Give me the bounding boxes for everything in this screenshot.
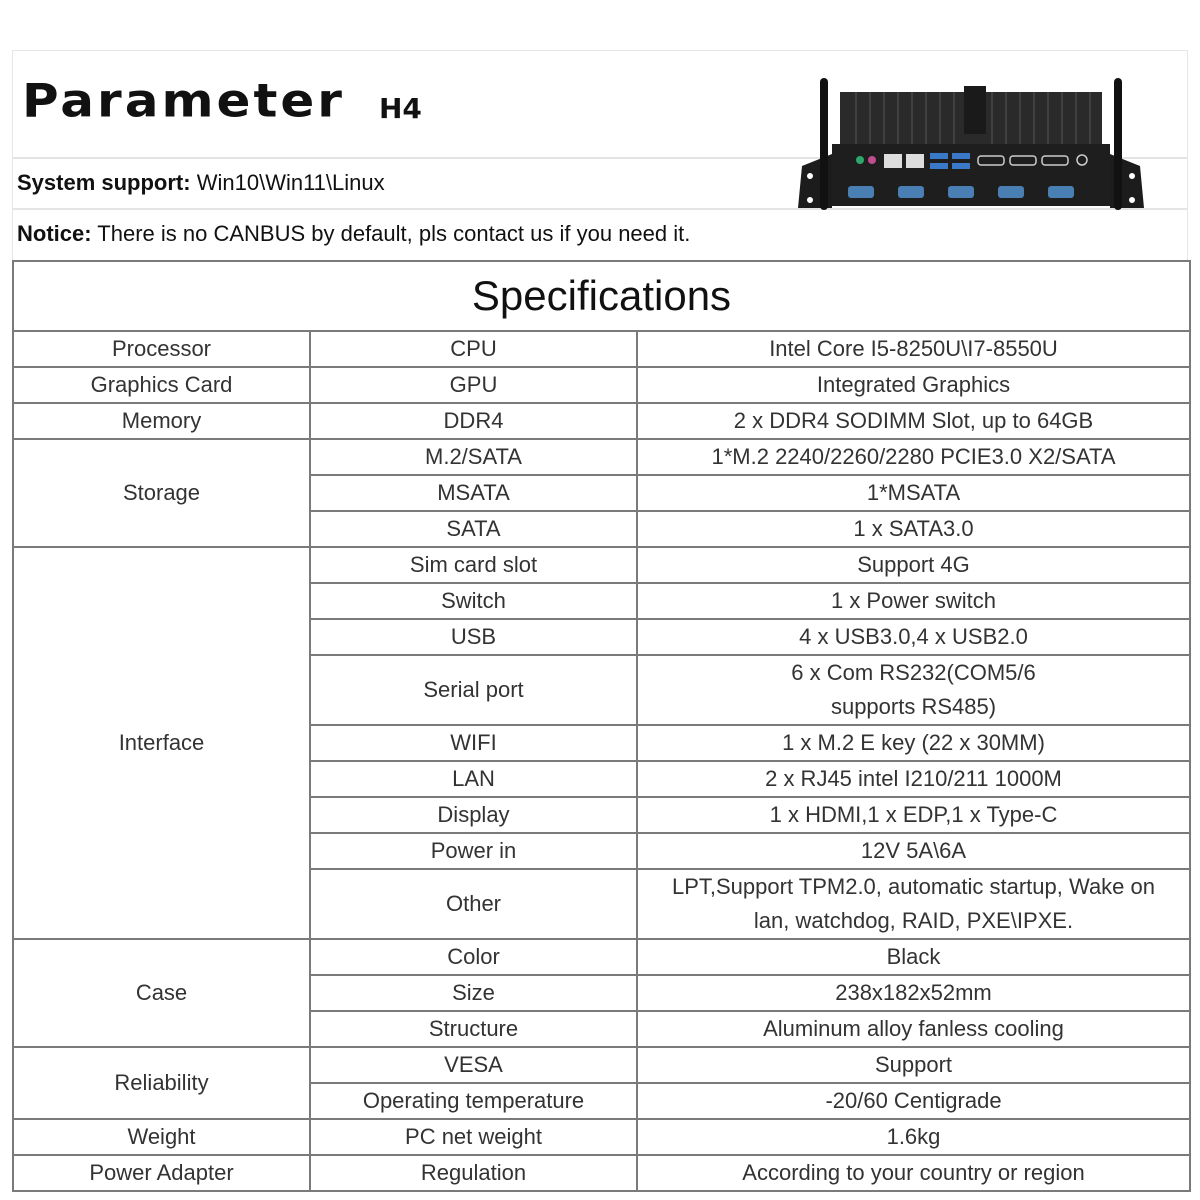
item-cell: WIFI: [310, 725, 637, 761]
value-cell: 1.6kg: [637, 1119, 1190, 1155]
specifications-table: [12, 260, 1191, 1192]
value-cell: Intel Core I5-8250U\I7-8550U: [637, 331, 1190, 367]
table-row: [13, 439, 1190, 475]
model-name: H4: [378, 92, 422, 125]
category-cell: Case: [13, 939, 310, 1047]
value-cell: [637, 655, 1190, 725]
table-title-row: [13, 261, 1190, 331]
value-cell: 2 x DDR4 SODIMM Slot, up to 64GB: [637, 403, 1190, 439]
notice-label: Notice:: [17, 221, 92, 246]
value-line: lan, watchdog, RAID, PXE\IPXE.: [753, 908, 1074, 933]
item-cell: LAN: [310, 761, 637, 797]
table-row: [13, 1047, 1190, 1083]
item-cell: CPU: [310, 331, 637, 367]
category-cell: Processor: [13, 331, 310, 367]
item-cell: DDR4: [310, 403, 637, 439]
table-row: [13, 1155, 1190, 1191]
item-cell: Structure: [310, 1011, 637, 1047]
item-cell: Color: [310, 939, 637, 975]
notice-value: There is no CANBUS by default, pls contact us if you need it.: [97, 221, 691, 246]
value-cell: 1*M.2 2240/2260/2280 PCIE3.0 X2/SATA: [637, 439, 1190, 475]
item-cell: PC net weight: [310, 1119, 637, 1155]
category-cell: Power Adapter: [13, 1155, 310, 1191]
item-cell: Other: [310, 869, 637, 939]
value-cell: Aluminum alloy fanless cooling: [637, 1011, 1190, 1047]
item-cell: Display: [310, 797, 637, 833]
item-cell: VESA: [310, 1047, 637, 1083]
value-cell: 2 x RJ45 intel I210/211 1000M: [637, 761, 1190, 797]
value-line: LPT,Support TPM2.0, automatic startup, Wake on: [671, 874, 1155, 899]
item-cell: GPU: [310, 367, 637, 403]
value-line: 6 x Com RS232(COM5/6: [791, 660, 1036, 685]
system-support-label: System support:: [17, 170, 191, 195]
value-cell: 1 x HDMI,1 x EDP,1 x Type-C: [637, 797, 1190, 833]
item-cell: Serial port: [310, 655, 637, 725]
system-support-value: Win10\Win11\Linux: [196, 170, 385, 195]
value-line: supports RS485): [830, 694, 997, 719]
item-cell: Operating temperature: [310, 1083, 637, 1119]
table-row: [13, 331, 1190, 367]
value-cell: [637, 869, 1190, 939]
product-image: [796, 74, 1146, 214]
category-cell: Interface: [13, 547, 310, 939]
title-text: Parameter: [22, 74, 345, 128]
value-cell: Support 4G: [637, 547, 1190, 583]
table-row: [13, 1119, 1190, 1155]
table-row: [13, 939, 1190, 975]
value-cell: -20/60 Centigrade: [637, 1083, 1190, 1119]
table-row: [13, 367, 1190, 403]
item-cell: Switch: [310, 583, 637, 619]
table-row: [13, 403, 1190, 439]
value-cell: 4 x USB3.0,4 x USB2.0: [637, 619, 1190, 655]
notice-line: [17, 221, 690, 247]
category-cell: Reliability: [13, 1047, 310, 1119]
table-title: Specifications: [13, 261, 1190, 331]
value-cell: According to your country or region: [637, 1155, 1190, 1191]
page-title: [22, 72, 422, 142]
value-cell: 12V 5A\6A: [637, 833, 1190, 869]
value-cell: 238x182x52mm: [637, 975, 1190, 1011]
item-cell: Regulation: [310, 1155, 637, 1191]
value-cell: 1 x SATA3.0: [637, 511, 1190, 547]
category-cell: Weight: [13, 1119, 310, 1155]
item-cell: SATA: [310, 511, 637, 547]
item-cell: Power in: [310, 833, 637, 869]
item-cell: MSATA: [310, 475, 637, 511]
item-cell: USB: [310, 619, 637, 655]
value-cell: Black: [637, 939, 1190, 975]
category-cell: Storage: [13, 439, 310, 547]
item-cell: Size: [310, 975, 637, 1011]
table-row: [13, 547, 1190, 583]
value-cell: 1 x M.2 E key (22 x 30MM): [637, 725, 1190, 761]
category-cell: Memory: [13, 403, 310, 439]
value-cell: Integrated Graphics: [637, 367, 1190, 403]
item-cell: Sim card slot: [310, 547, 637, 583]
system-support-line: [17, 170, 385, 196]
value-cell: 1*MSATA: [637, 475, 1190, 511]
category-cell: Graphics Card: [13, 367, 310, 403]
value-cell: Support: [637, 1047, 1190, 1083]
value-cell: 1 x Power switch: [637, 583, 1190, 619]
item-cell: M.2/SATA: [310, 439, 637, 475]
